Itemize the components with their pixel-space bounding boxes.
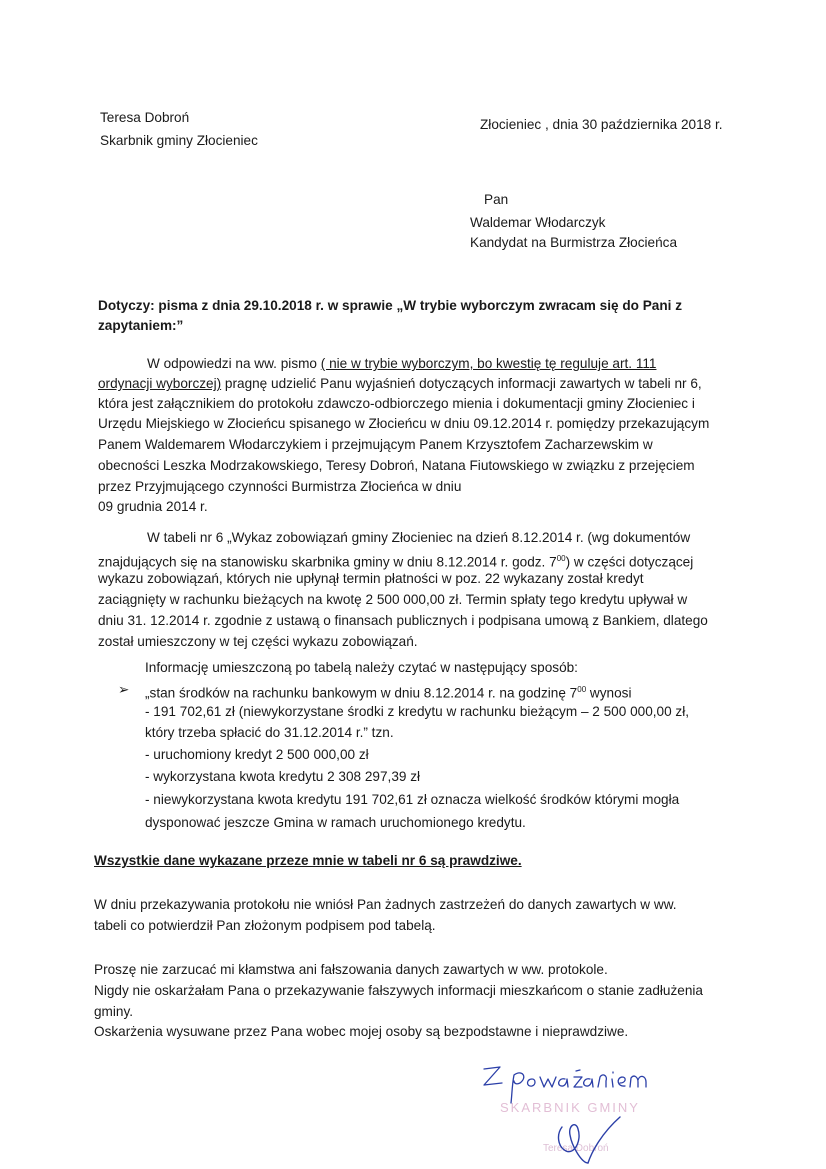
- bullet-line-1a: „stan środków na rachunku bankowym w dniu 8.12.2014 r. na godzinę 7: [145, 685, 578, 701]
- p2-line-1: W tabeli nr 6 „Wykaz zobowiązań gminy Złocieniec na dzień 8.12.2014 r. (wg dokumentów: [147, 530, 691, 545]
- bullet-line-6: - niewykorzystana kwota kredytu 191 702,61 zł oznacza wielkość środków którymi mogła: [145, 792, 680, 807]
- recipient-title: Kandydat na Burmistrza Złocieńca: [470, 235, 678, 250]
- p2-line-2a: znajdujących się na stanowisku skarbnika gminy w dniu 8.12.2014 r. godz. 7: [98, 554, 557, 570]
- statement-bold: Wszystkie dane wykazane przeze mnie w tabeli nr 6 są prawdziwe.: [94, 853, 522, 868]
- stamp-subtext: Teresa Dobroń: [543, 1143, 609, 1154]
- p2-line-2b: ) w części dotyczącej: [565, 554, 694, 570]
- recipient-salutation: Pan: [484, 192, 509, 207]
- bullet-line-4: - uruchomiony kredyt 2 500 000,00 zł: [145, 747, 369, 762]
- p1-underlined-2: ordynacji wyborczej): [98, 376, 222, 391]
- p1-line2-rest: pragnę udzielić Panu wyjaśnień dotyczących informacji zawartych w tabeli nr 6,: [221, 376, 702, 391]
- bullet-line-3: który trzeba spłacić do 31.12.2014 r.” tzn.: [145, 725, 394, 740]
- official-stamp: SKARBNIK GMINY: [500, 1100, 640, 1115]
- bullet-superscript: 00: [577, 685, 587, 694]
- handwritten-signature: [470, 1055, 690, 1167]
- place-date: Złocieniec , dnia 30 października 2018 r.: [480, 117, 723, 132]
- p2-line-6: został umieszczony w tej części wykazu zobowiązań.: [98, 634, 418, 649]
- bullet-line-2: - 191 702,61 zł (niewykorzystane środki z kredytu w rachunku bieżącym – 2 500 000,00 zł,: [145, 704, 690, 719]
- recipient-name: Waldemar Włodarczyk: [470, 215, 606, 230]
- p2-superscript: 00: [556, 554, 566, 563]
- p1-line-3: która jest załącznikiem do protokołu zdawczo-odbiorczego mienia i dokumentacji gminy Złocieniec i: [98, 396, 695, 411]
- p3-intro: Informację umieszczoną po tabelą należy czytać w następujący sposób:: [145, 660, 578, 675]
- p1-line-7: przez Przyjmującego czynności Burmistrza Złocieńca w dniu: [98, 479, 462, 494]
- p2-line-3: wykazu zobowiązań, których nie upłynął termin płatności w poz. 22 wykazany został kredyt: [98, 571, 644, 586]
- p1-lead: W odpowiedzi na ww. pismo: [147, 356, 321, 371]
- p1-line-6: obecności Leszka Modrzakowskiego, Teresy Dobroń, Natana Fiutowskiego w związku z przejęciem: [98, 458, 695, 473]
- p5-line-1: Proszę nie zarzucać mi kłamstwa ani fałszowania danych zawartych w ww. protokole.: [94, 962, 608, 977]
- sender-name: Teresa Dobroń: [100, 110, 190, 125]
- bullet-arrow-icon: ➢: [118, 682, 130, 697]
- p1-underlined-1: ( nie w trybie wyborczym, bo kwestię tę reguluje art. 111: [320, 356, 657, 371]
- p5-line-4: Oskarżenia wysuwane przez Pana wobec mojej osoby są bezpodstawne i nieprawdziwe.: [94, 1024, 629, 1039]
- p2-line-4: zaciągnięty w rachunku bieżących na kwotę 2 500 000,00 zł. Termin spłaty tego kredytu upływał w: [98, 592, 688, 607]
- p1-line-5: Panem Waldemarem Włodarczykiem i przejmującym Panem Krzysztofem Zacharzewskim w: [98, 437, 653, 452]
- p5-line-3: gminy.: [94, 1004, 134, 1019]
- sender-title: Skarbnik gminy Złocieniec: [100, 133, 258, 148]
- subject-line-2: zapytaniem:”: [98, 318, 184, 333]
- p1-line-4: Urzędu Miejskiego w Złocieńcu spisanego w Złocieńcu w dniu 09.12.2014 r. pomiędzy przekazującym: [98, 416, 710, 431]
- p5-line-2: Nigdy nie oskarżałam Pana o przekazywanie fałszywych informacji mieszkańcom o stanie zadłużenia: [94, 983, 703, 998]
- p2-line-5: dniu 31. 12.2014 r. zgodnie z ustawą o finansach publicznych i podpisana umową z Bankiem, dlatego: [98, 613, 708, 628]
- p4-line-1: W dniu przekazywania protokołu nie wniósł Pan żadnych zastrzeżeń do danych zawartych w ww.: [94, 897, 677, 912]
- subject-line-1: Dotyczy: pisma z dnia 29.10.2018 r. w sprawie „W trybie wyborczym zwracam się do Pani z: [98, 298, 682, 313]
- p1-line-8: 09 grudnia 2014 r.: [98, 499, 208, 514]
- bullet-line-7: dysponować jeszcze Gmina w ramach uruchomionego kredytu.: [145, 815, 526, 830]
- bullet-line-1b: wynosi: [586, 685, 632, 701]
- bullet-line-5: - wykorzystana kwota kredytu 2 308 297,39 zł: [145, 769, 421, 784]
- p4-line-2: tabeli co potwierdził Pan złożonym podpisem pod tabelą.: [94, 918, 436, 933]
